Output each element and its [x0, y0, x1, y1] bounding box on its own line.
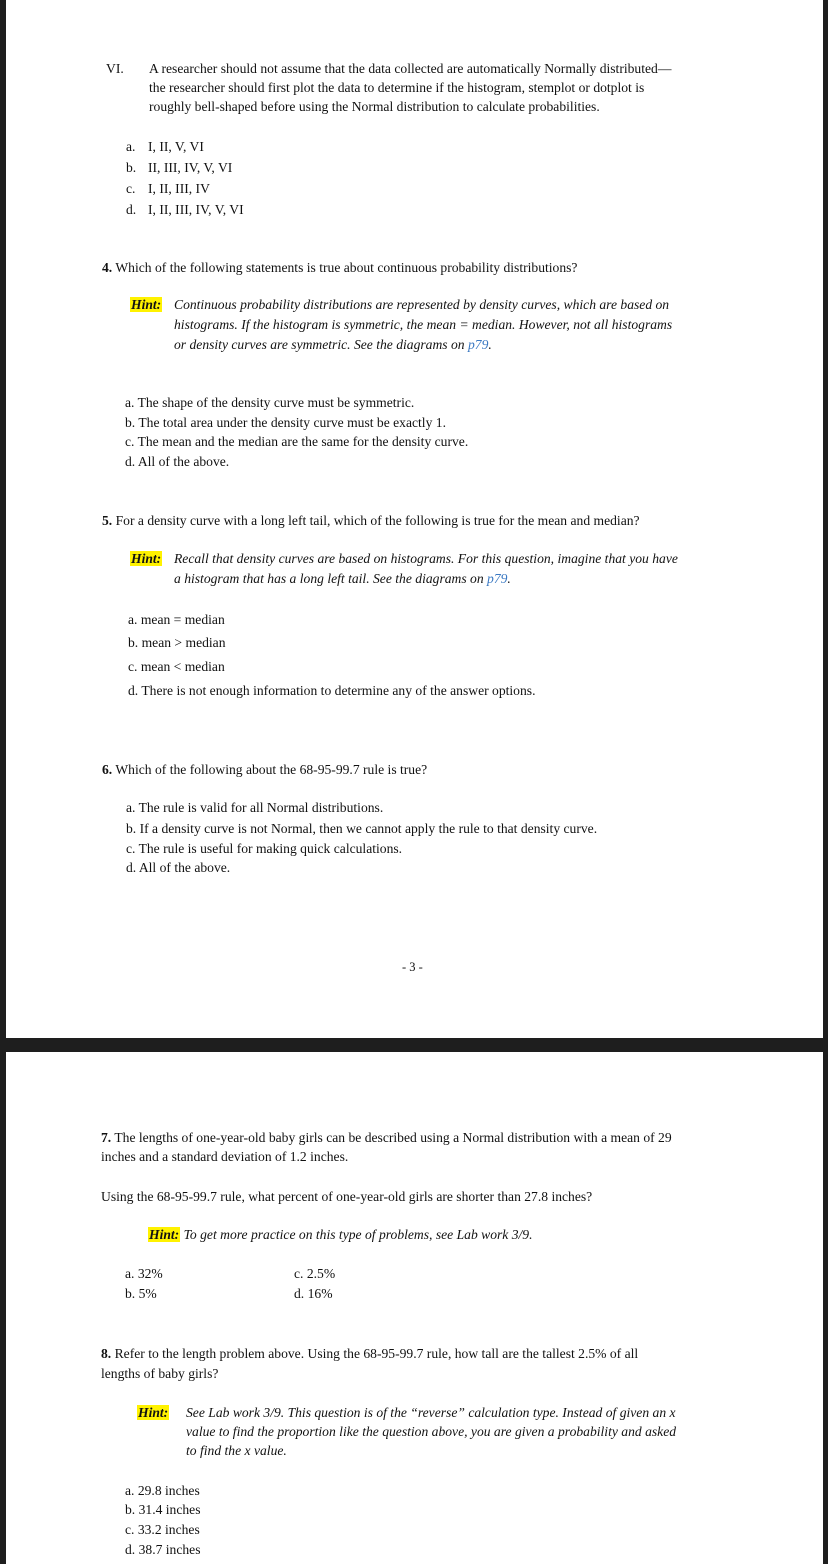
q6-option-b: b. If a density curve is not Normal, then we cannot apply the rule to that density curve.	[126, 821, 598, 836]
q5-hint-line-2	[174, 569, 511, 589]
q3-option-d-letter: d.	[126, 202, 137, 217]
q4-hint-line-2: histograms. If the histogram is symmetric, the mean = median. However, not all histograms	[174, 317, 673, 332]
q5-hint-highlight: Hint:	[131, 551, 162, 566]
q3-option-a-letter: a.	[126, 139, 136, 154]
q8-number: 8.	[101, 1346, 112, 1361]
q6-question	[102, 760, 427, 780]
q5-hint-end: .	[507, 571, 511, 586]
q8-text: Refer to the length problem above. Using the 68-95-99.7 rule, how tall are the tallest 2.5% of all	[111, 1346, 639, 1361]
q8-hint-label	[137, 1403, 169, 1423]
q7-option-a: a. 32%	[125, 1266, 163, 1281]
q5-text: For a density curve with a long left tail, which of the following is true for the mean and median?	[112, 513, 640, 528]
q7-line-1	[101, 1128, 672, 1148]
q7-line-2: inches and a standard deviation of 1.2 inches.	[101, 1149, 349, 1164]
page-3	[6, 0, 823, 1038]
q3-option-d: I, II, III, IV, V, VI	[148, 202, 244, 217]
q8-option-c: c. 33.2 inches	[125, 1522, 200, 1537]
q7-number: 7.	[101, 1130, 112, 1145]
q8-line-1	[101, 1344, 638, 1364]
q4-hint-link[interactable]: p79	[467, 337, 489, 352]
q5-option-d: d. There is not enough information to determine any of the answer options.	[128, 683, 536, 698]
q5-question	[102, 511, 640, 531]
q4-hint-label	[130, 295, 162, 315]
q7-text: The lengths of one-year-old baby girls can be described using a Normal distribution with a mean of 29	[111, 1130, 672, 1145]
q8-option-b: b. 31.4 inches	[125, 1502, 201, 1517]
q4-hint-highlight: Hint:	[131, 297, 162, 312]
q4-hint-line-1: Continuous probability distributions are represented by density curves, which are based on	[174, 297, 670, 312]
q3-option-a: I, II, V, VI	[148, 139, 204, 154]
q7-hint-highlight: Hint:	[149, 1227, 180, 1242]
q5-number: 5.	[102, 513, 113, 528]
q6-number: 6.	[102, 762, 113, 777]
q5-hint-label	[130, 549, 162, 569]
q7-option-b: b. 5%	[125, 1286, 157, 1301]
page-4	[6, 1052, 823, 1564]
q8-hint-line-1: See Lab work 3/9. This question is of the “reverse” calculation type. Instead of given an x	[186, 1405, 676, 1420]
q6-option-c: c. The rule is useful for making quick calculations.	[126, 841, 403, 856]
q4-text: Which of the following statements is true about continuous probability distributions?	[112, 260, 578, 275]
q5-option-c: c. mean < median	[128, 659, 225, 674]
q4-hint-end: .	[488, 337, 492, 352]
q8-line-2: lengths of baby girls?	[101, 1366, 219, 1381]
q7-hint-text: To get more practice on this type of problems, see Lab work 3/9.	[180, 1227, 533, 1242]
q6-option-d: d. All of the above.	[126, 860, 231, 875]
q5-option-b: b. mean > median	[128, 635, 226, 650]
q4-option-a: a. The shape of the density curve must be symmetric.	[125, 395, 415, 410]
q3-option-c-letter: c.	[126, 181, 136, 196]
q4-question	[102, 258, 577, 278]
q3-option-c: I, II, III, IV	[148, 181, 210, 196]
q5-hint-line-1: Recall that density curves are based on histograms. For this question, imagine that you have	[174, 551, 678, 566]
q5-hint-line-2-text: a histogram that has a long left tail. See the diagrams on	[174, 571, 488, 586]
statement-vi-numeral: VI.	[106, 61, 124, 76]
statement-vi-line-3: roughly bell-shaped before using the Normal distribution to calculate probabilities.	[149, 99, 600, 114]
q8-option-a: a. 29.8 inches	[125, 1483, 200, 1498]
q7-option-d: d. 16%	[294, 1286, 333, 1301]
q6-option-a: a. The rule is valid for all Normal distributions.	[126, 800, 384, 815]
q4-option-c: c. The mean and the median are the same for the density curve.	[125, 434, 469, 449]
q6-text: Which of the following about the 68-95-99.7 rule is true?	[112, 762, 428, 777]
q7-option-c: c. 2.5%	[294, 1266, 336, 1281]
q8-hint-highlight: Hint:	[138, 1405, 169, 1420]
q8-hint-line-3: to find the x value.	[186, 1443, 287, 1458]
q4-hint-line-3-text: or density curves are symmetric. See the diagrams on	[174, 337, 468, 352]
q3-option-b-letter: b.	[126, 160, 137, 175]
q5-hint-link[interactable]: p79	[487, 571, 508, 586]
page-number: - 3 -	[402, 960, 423, 974]
q3-option-b: II, III, IV, V, VI	[148, 160, 233, 175]
q7-question: Using the 68-95-99.7 rule, what percent of one-year-old girls are shorter than 27.8 inches?	[101, 1189, 593, 1204]
q7-hint	[148, 1225, 533, 1245]
q4-option-d: d. All of the above.	[125, 454, 230, 469]
statement-vi-line-2: the researcher should first plot the data to determine if the histogram, stemplot or dotplot is	[149, 80, 645, 95]
q4-number: 4.	[102, 260, 113, 275]
q4-option-b: b. The total area under the density curve must be exactly 1.	[125, 415, 446, 430]
q4-hint-line-3	[174, 335, 492, 355]
q8-hint-line-2: value to find the proportion like the question above, you are given a probability and asked	[186, 1424, 677, 1439]
q8-option-d: d. 38.7 inches	[125, 1542, 201, 1557]
q5-option-a: a. mean = median	[128, 612, 225, 627]
statement-vi-line-1: A researcher should not assume that the data collected are automatically Normally distributed—	[149, 61, 672, 76]
